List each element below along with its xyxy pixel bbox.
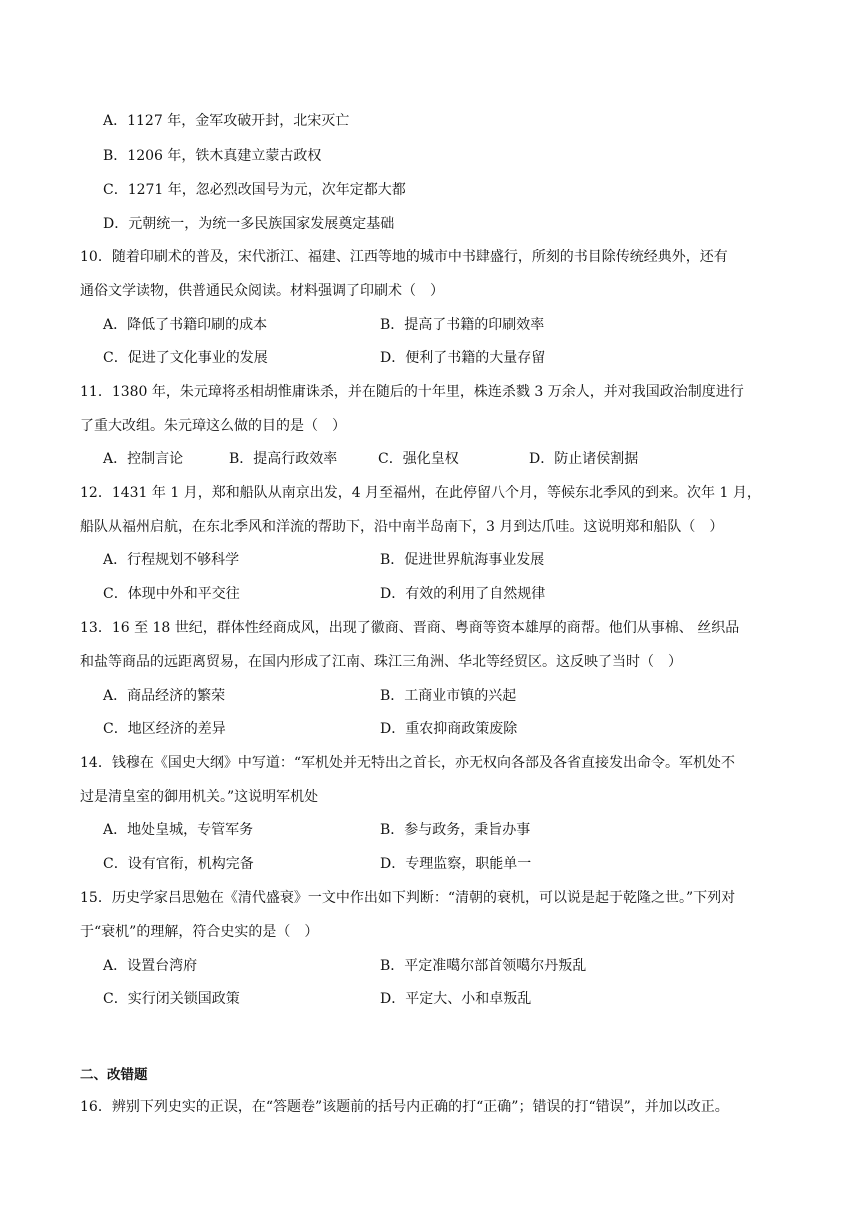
- q15-option-a: A．设置台湾府: [103, 958, 198, 974]
- q10-stem-line2: 通俗文学读物，供普通民众阅读。材料强调了印刷术（ ）: [80, 283, 444, 299]
- q12-option-d: D．有效的利用了自然规律: [380, 586, 546, 602]
- q13-option-d: D．重农抑商政策废除: [380, 721, 518, 737]
- q10-option-d: D．便利了书籍的大量存留: [380, 350, 546, 366]
- q11-stem-line2: 了重大改组。朱元璋这么做的目的是（ ）: [80, 418, 346, 434]
- q9-option-c: C．1271 年，忽必烈改国号为元，次年定都大都: [103, 182, 406, 198]
- q9-option-b: B．1206 年，铁木真建立蒙古政权: [103, 148, 322, 164]
- q13-stem-line2: 和盐等商品的远距离贸易，在国内形成了江南、珠江三角洲、华北等经贸区。这反映了当时（ ）: [80, 654, 682, 670]
- q9-option-d: D．元朝统一，为统一多民族国家发展奠定基础: [103, 216, 395, 232]
- q15-stem-line2: 于“衰机”的理解，符合史实的是（ ）: [80, 924, 319, 940]
- q14-option-c: C．设有官衔，机构完备: [103, 856, 254, 872]
- q13-stem-line1: 13．16 至 18 世纪，群体性经商成风，出现了徽商、晋商、粤商等资本雄厚的商帮。他们从事棉、 丝织品: [80, 620, 740, 636]
- q10-option-b: B．提高了书籍的印刷效率: [380, 317, 545, 333]
- q11-option-a: A．控制言论: [103, 451, 184, 467]
- q12-option-a: A．行程规划不够科学: [103, 552, 240, 568]
- q10-option-c: C．促进了文化事业的发展: [103, 350, 268, 366]
- q10-stem-line1: 10．随着印刷术的普及，宋代浙江、福建、江西等地的城市中书肆盛行，所刻的书目除传统经典外，还有: [80, 249, 728, 265]
- q15-option-d: D．平定大、小和卓叛乱: [380, 991, 532, 1007]
- q13-option-c: C．地区经济的差异: [103, 721, 226, 737]
- q12-stem-line1: 12．1431 年 1 月，郑和船队从南京出发，4 月至福州，在此停留八个月，等候东北季风的到来。次年 1 月，: [80, 485, 761, 501]
- q15-option-c: C．实行闭关锁国政策: [103, 991, 240, 1007]
- q14-option-a: A．地处皇城，专管军务: [103, 822, 254, 838]
- q11-option-d: D．防止诸侯割据: [529, 451, 639, 467]
- q14-stem-line1: 14．钱穆在《国史大纲》中写道：“军机处并无特出之首长，亦无权向各部及各省直接发出命令。军机处不: [80, 755, 735, 771]
- q13-option-a: A．商品经济的繁荣: [103, 688, 226, 704]
- q13-option-b: B．工商业市镇的兴起: [380, 688, 517, 704]
- q14-option-d: D．专理监察，职能单一: [380, 856, 532, 872]
- q10-option-a: A．降低了书籍印刷的成本: [103, 317, 268, 333]
- q14-option-b: B．参与政务，秉旨办事: [380, 822, 531, 838]
- q12-option-b: B．促进世界航海事业发展: [380, 552, 545, 568]
- q12-option-c: C．体现中外和平交往: [103, 586, 240, 602]
- q14-stem-line2: 过是清皇室的御用机关。”这说明军机处: [80, 789, 319, 805]
- q15-stem-line1: 15．历史学家吕思勉在《清代盛衰》一文中作出如下判断：“清朝的衰机，可以说是起于乾隆之世。”下列对: [80, 890, 736, 906]
- q16-stem-line1: 16．辨别下列史实的正误，在“答题卷”该题前的括号内正确的打“正确”；错误的打“错误”，并加以改正。: [80, 1099, 729, 1115]
- q11-option-c: C．强化皇权: [378, 451, 459, 467]
- q15-option-b: B．平定准噶尔部首领噶尔丹叛乱: [380, 958, 587, 974]
- q9-option-a: A．1127 年，金军攻破开封，北宋灭亡: [103, 113, 350, 129]
- section-title: 二、改错题: [80, 1067, 148, 1083]
- q12-stem-line2: 船队从福州启航，在东北季风和洋流的帮助下，沿中南半岛南下，3 月到达爪哇。这说明郑和船队（ ）: [80, 519, 724, 535]
- q11-option-b: B．提高行政效率: [229, 451, 338, 467]
- q11-stem-line1: 11．1380 年，朱元璋将丞相胡惟庸诛杀，并在随后的十年里，株连杀戮 3 万余人，并对我国政治制度进行: [80, 384, 744, 400]
